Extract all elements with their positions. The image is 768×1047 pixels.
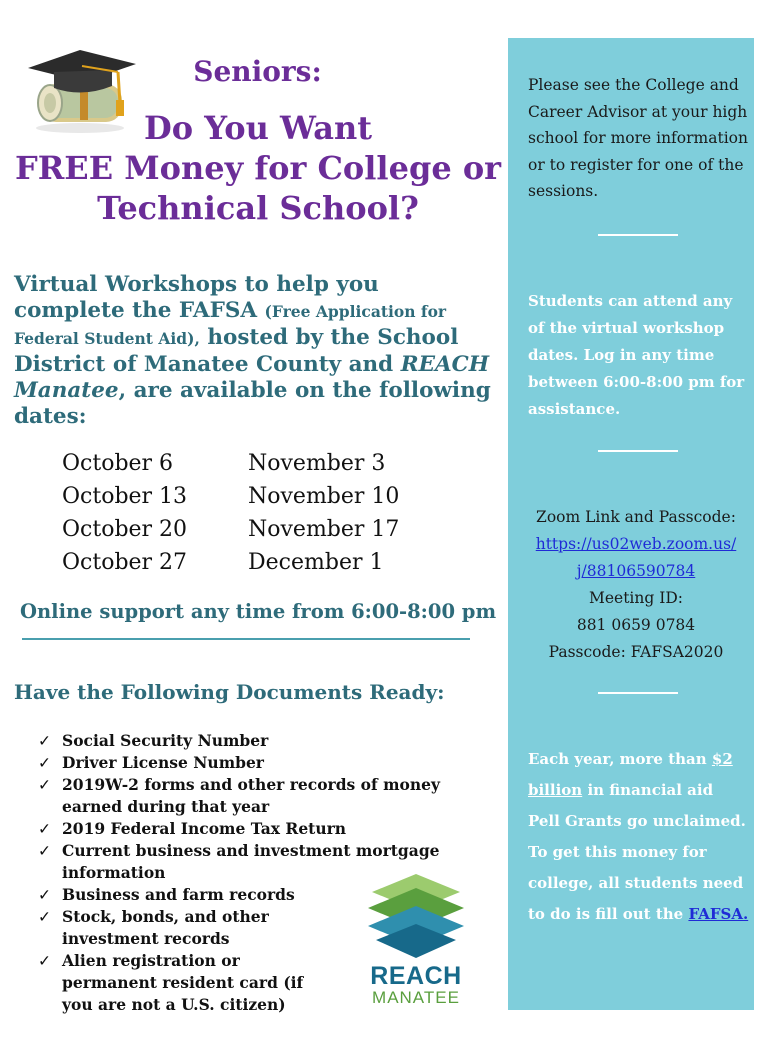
logo-word-manatee: MANATEE xyxy=(372,988,460,1007)
pell-grant-text xyxy=(528,744,750,930)
meeting-id: 881 0659 0784 xyxy=(576,616,696,634)
reach-manatee-logo xyxy=(360,872,472,1007)
date-item: October 6 xyxy=(62,451,174,476)
reach-manatee-name: REACH Manatee xyxy=(14,352,490,403)
zoom-label: Zoom Link and Passcode: xyxy=(536,508,736,526)
date-item: October 27 xyxy=(62,550,188,575)
list-item: ✓ 2019 Federal Income Tax Return xyxy=(38,819,347,838)
checkmark-icon: ✓ xyxy=(38,908,51,926)
reach-logo-mark-icon xyxy=(360,872,472,962)
fafsa-link[interactable]: FAFSA. xyxy=(688,905,749,923)
workshop-intro xyxy=(14,272,494,430)
date-item: October 13 xyxy=(62,484,188,509)
fafsa-expansion: (Free Application for Federal Student Aid), xyxy=(14,302,447,348)
headline-line-3: Technical School? xyxy=(97,189,419,227)
section-divider xyxy=(22,638,470,640)
dates-column-right xyxy=(248,447,399,579)
sidebar-divider xyxy=(598,450,678,452)
checkmark-icon: ✓ xyxy=(38,842,51,860)
advisor-text: Please see the College and Career Advisor at your high school for more information or to register for one of the sessions. xyxy=(528,76,748,200)
zoom-info xyxy=(522,504,750,666)
headline-line-1: Do You Want xyxy=(144,109,372,147)
pell-amount: $2 billion xyxy=(528,750,733,799)
sidebar-divider xyxy=(598,234,678,236)
intro-part-2: hosted by the School District of Manatee County and xyxy=(14,325,459,377)
list-item: ✓ Current business and investment mortgage information xyxy=(38,841,440,882)
date-item: November 17 xyxy=(248,517,400,542)
list-item: ✓ Driver License Number xyxy=(38,753,264,772)
intro-part-1: Virtual Workshops to help you complete the FAFSA xyxy=(14,272,379,323)
attend-text: Students can attend any of the virtual workshop dates. Log in any time between 6:00-8:00 pm for assistance. xyxy=(528,292,745,418)
list-item: ✓ Alien registration or permanent resident card (if you are not a U.S. citizen) xyxy=(38,951,304,1014)
passcode: Passcode: FAFSA2020 xyxy=(548,643,724,661)
pell-text-before: Each year, more than xyxy=(528,750,707,768)
headline-line-2: FREE Money for College or xyxy=(14,149,502,187)
intro-part-3: , are available on the following dates: xyxy=(14,378,491,429)
main-headline xyxy=(10,108,506,228)
list-item: ✓ 2019W-2 forms and other records of money earned during that year xyxy=(38,775,440,816)
date-item: November 10 xyxy=(248,484,400,509)
logo-word-reach: REACH xyxy=(370,962,462,990)
sidebar-divider xyxy=(598,692,678,694)
checkmark-icon: ✓ xyxy=(38,776,51,794)
checkmark-icon: ✓ xyxy=(38,886,51,904)
info-sidebar xyxy=(508,38,754,1010)
seniors-heading: Seniors: xyxy=(193,55,322,88)
dates-column-left xyxy=(62,447,187,579)
list-item: ✓ Social Security Number xyxy=(38,731,269,750)
pell-text-after: in financial aid Pell Grants go unclaimed. To get this money for college, all students need to do is fill out the xyxy=(528,781,746,923)
date-item: November 3 xyxy=(248,451,386,476)
online-support-text: Online support any time from 6:00-8:00 pm xyxy=(20,600,497,623)
checkmark-icon: ✓ xyxy=(38,732,51,750)
zoom-link[interactable]: https://us02web.zoom.us/j/88106590784 xyxy=(535,535,737,580)
date-item: October 20 xyxy=(62,517,188,542)
checkmark-icon: ✓ xyxy=(38,754,51,772)
list-item: ✓ Stock, bonds, and other investment records xyxy=(38,907,269,948)
checkmark-icon: ✓ xyxy=(38,820,51,838)
meeting-id-label: Meeting ID: xyxy=(588,589,683,607)
date-item: December 1 xyxy=(248,550,384,575)
checkmark-icon: ✓ xyxy=(38,952,51,970)
list-item: ✓ Business and farm records xyxy=(38,885,295,904)
documents-heading: Have the Following Documents Ready: xyxy=(14,680,445,704)
